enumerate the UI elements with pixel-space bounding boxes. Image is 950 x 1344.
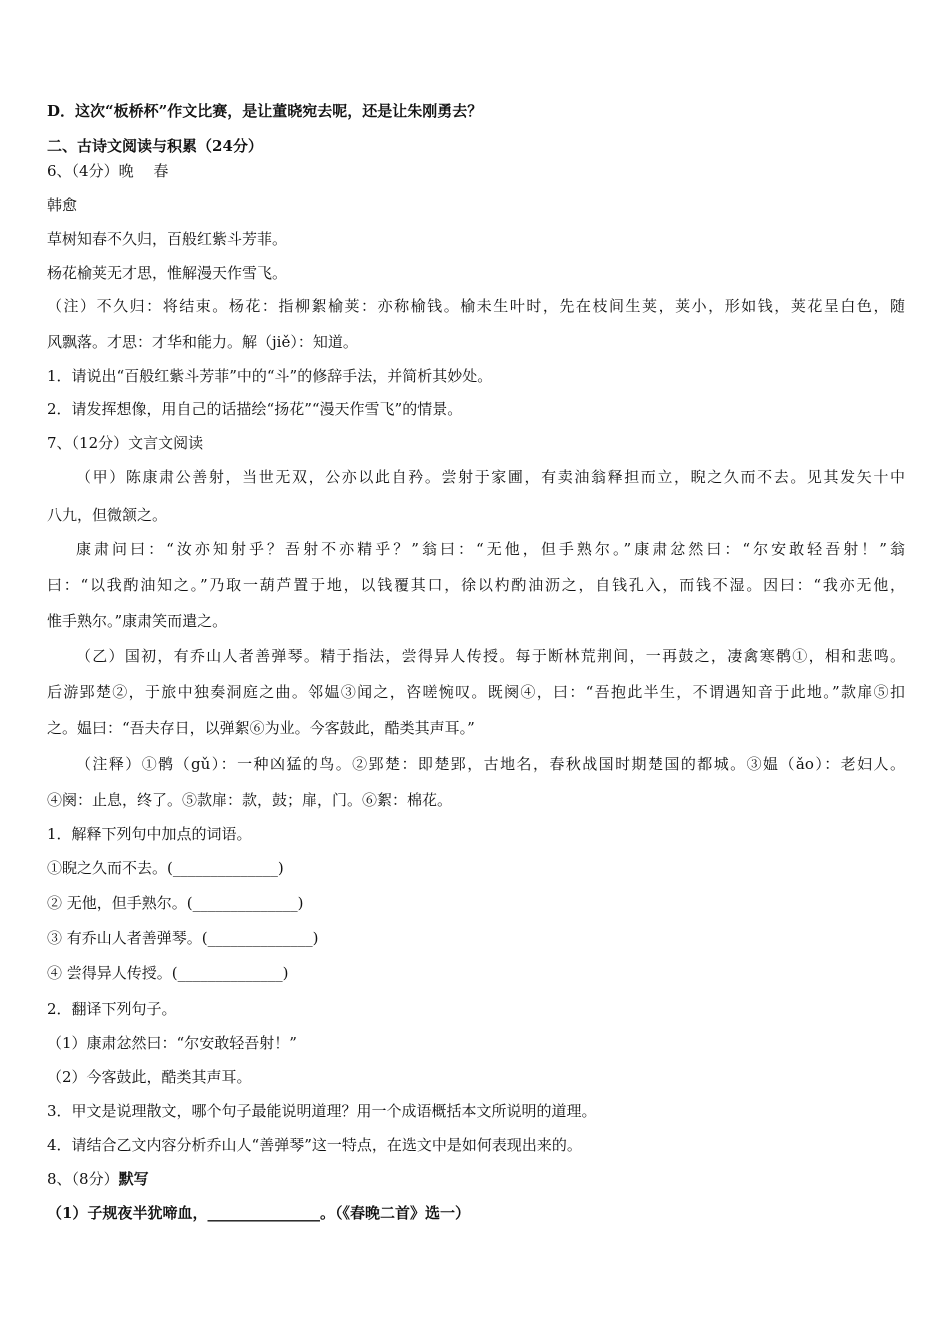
blank-item-3: ③ 有乔山人者善弹琴。(______________)	[47, 929, 319, 947]
poem-note: （注）不久归：将结束。杨花：指柳絮榆荚：亦称榆钱。榆未生叶时，先在枝间生荚，荚小，形如钱，荚花呈白色，随	[47, 297, 905, 315]
poem-note-cont: 风飘落。才思：才华和能力。解（jiě）：知道。	[47, 333, 358, 351]
poem-author: 韩愈	[47, 196, 78, 214]
question-7-2: 2．翻译下列句子。	[47, 1000, 177, 1018]
passage-a-line-3: 康肃问曰：“汝亦知射乎？吾射不亦精乎？”翁曰：“无他，但手熟尔。”康肃忿然曰：“尔安敢轻吾射！”翁	[76, 540, 905, 558]
question-6-1: 1．请说出“百般红紫斗芳菲”中的“斗”的修辞手法，并简析其妙处。	[47, 367, 493, 385]
passage-a-line-1: （甲）陈康肃公善射，当世无双，公亦以此自矜。尝射于家圃，有卖油翁释担而立，睨之久而不去。见其发矢十中	[76, 468, 905, 486]
passage-a-line-2: 八九，但微颔之。	[47, 506, 168, 524]
passage-b-line-2: 后游郢楚②，于旅中独奏洞庭之曲。邻媪③闻之，咨嗟惋叹。既阕④，曰：“吾抱此半生，不谓遇知音于此地。”款扉⑤扣	[47, 683, 905, 701]
poem-line-2: 杨花榆荚无才思，惟解漫天作雪飞。	[47, 264, 288, 282]
question-7-title: 7、（12分）文言文阅读	[47, 434, 204, 452]
blank-item-1: ①睨之久而不去。(______________)	[47, 859, 284, 877]
question-8-label: 默写	[118, 1170, 149, 1188]
question-7-3: 3．甲文是说理散文，哪个句子最能说明道理？用一个成语概括本文所说明的道理。	[47, 1102, 597, 1120]
blank-item-2: ② 无他，但手熟尔。(______________)	[47, 894, 304, 912]
passage-b-line-3: 之。媪曰：“吾夫存日，以弹絮⑥为业。今客鼓此，酷类其声耳。”	[47, 719, 475, 737]
passage-a-line-5: 惟手熟尔。”康肃笑而遣之。	[47, 612, 228, 630]
passage-b-line-1: （乙）国初，有乔山人者善弹琴。精于指法，尝得异人传授。每于断林荒荆间，一再鼓之，凄禽寒鹘①，相和悲鸣。	[76, 647, 905, 665]
option-d: D．这次“板桥杯”作文比赛，是让董晓宛去呢，还是让朱刚勇去？	[47, 102, 483, 120]
question-7-1: 1．解释下列句中加点的词语。	[47, 825, 252, 843]
question-6-title: 6、（4分）晚 春	[47, 162, 169, 180]
poem-line-1: 草树知春不久归，百般红紫斗芳菲。	[47, 230, 288, 248]
recitation-item-1: （1）子规夜半犹啼血，_______________。（《春晚二首》选一）	[47, 1204, 470, 1222]
question-7-4: 4．请结合乙文内容分析乔山人“善弹琴”这一特点，在选文中是如何表现出来的。	[47, 1136, 582, 1154]
translate-item-2: （2）今客鼓此，酷类其声耳。	[47, 1068, 252, 1086]
passage-a-line-4: 曰：“以我酌油知之。”乃取一葫芦置于地，以钱覆其口，徐以杓酌油沥之，自钱孔入，而钱不湿。因曰：“我亦无他，	[47, 576, 905, 594]
question-6-2: 2．请发挥想像，用自己的话描绘“扬花”“漫天作雪飞”的情景。	[47, 400, 463, 418]
question-8-title	[47, 1169, 149, 1189]
blank-item-4: ④ 尝得异人传授。(______________)	[47, 964, 289, 982]
translate-item-1: （1）康肃忿然曰：“尔安敢轻吾射！”	[47, 1034, 297, 1052]
annotations-line-2: ④阕：止息，终了。⑤款扉：款，鼓；扉，门。⑥絮：棉花。	[47, 791, 453, 809]
annotations-line-1: （注释）①鹘（gǔ）：一种凶猛的鸟。②郢楚：即楚郢，古地名，春秋战国时期楚国的都城。③媪（ǎo）：老妇人。	[76, 755, 905, 773]
section-heading: 二、古诗文阅读与积累（24分）	[47, 137, 263, 155]
question-8-points: 8、（8分）	[47, 1170, 119, 1188]
